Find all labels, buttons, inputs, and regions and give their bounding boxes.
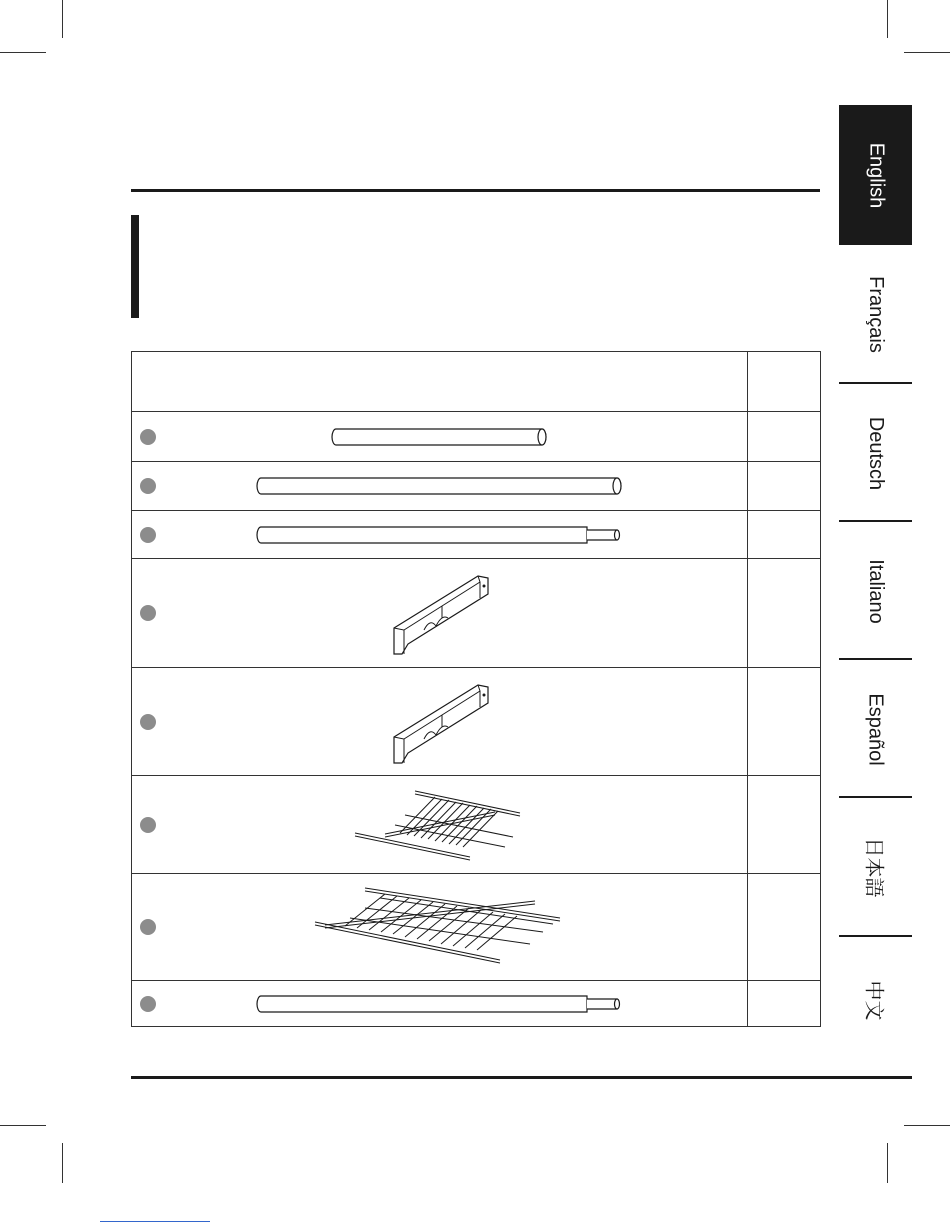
tube-with-plug-end-icon	[255, 993, 625, 1015]
crop-mark	[62, 1143, 63, 1183]
tab-divider	[839, 658, 912, 660]
part-cell	[132, 511, 748, 559]
part-cell	[132, 668, 748, 776]
tab-label: 中文	[862, 980, 884, 1020]
header-qty-cell	[748, 352, 821, 412]
tab-label: English	[864, 142, 887, 208]
part-bullet	[140, 605, 156, 621]
crop-mark	[62, 0, 63, 38]
part-cell	[132, 559, 748, 668]
tab-label: Français	[865, 275, 888, 353]
tab-espanol[interactable]	[839, 661, 912, 797]
tube-with-plug-end-icon	[255, 524, 625, 546]
table-row	[132, 874, 821, 981]
tab-japanese[interactable]	[839, 799, 912, 935]
crop-mark	[887, 0, 888, 38]
table-row	[132, 559, 821, 668]
header-rule	[131, 189, 820, 192]
qty-cell	[748, 559, 821, 668]
tab-label: Italiano	[865, 558, 887, 624]
tab-divider	[839, 935, 912, 937]
tab-divider	[839, 520, 912, 522]
part-cell	[132, 776, 748, 874]
part-cell	[132, 412, 748, 462]
header-part-cell	[132, 352, 748, 412]
table-row	[132, 776, 821, 874]
tab-divider	[839, 796, 912, 798]
qty-cell	[748, 511, 821, 559]
tab-chinese[interactable]	[839, 937, 912, 1063]
qty-cell	[748, 462, 821, 511]
tab-francais[interactable]	[839, 245, 912, 383]
tab-divider	[839, 382, 912, 384]
part-cell	[132, 874, 748, 981]
qty-cell	[748, 668, 821, 776]
tab-deutsch[interactable]	[839, 385, 912, 521]
crop-mark	[904, 52, 950, 53]
qty-cell	[748, 981, 821, 1027]
part-bullet	[140, 996, 156, 1012]
part-bullet	[140, 714, 156, 730]
tab-label: Español	[865, 692, 887, 766]
section-heading-bar	[131, 215, 139, 318]
qty-cell	[748, 874, 821, 981]
tab-english[interactable]	[839, 105, 912, 245]
table-header-row	[132, 352, 821, 412]
tab-label: Deutsch	[865, 416, 887, 490]
crop-mark	[887, 1143, 888, 1183]
table-row	[132, 412, 821, 462]
short-tube-icon	[330, 426, 550, 448]
crop-mark	[0, 1125, 46, 1126]
part-bullet	[140, 919, 156, 935]
part-bullet	[140, 527, 156, 543]
table-row	[132, 462, 821, 511]
crop-mark	[904, 1125, 950, 1126]
part-cell	[132, 981, 748, 1027]
parts-table	[131, 351, 821, 1027]
table-row	[132, 668, 821, 776]
tab-italiano[interactable]	[839, 523, 912, 659]
large-wire-shelf-icon	[305, 882, 575, 972]
table-row	[132, 981, 821, 1027]
part-bullet	[140, 478, 156, 494]
wall-bracket-icon	[380, 568, 500, 658]
footer-link-underline[interactable]	[100, 1221, 210, 1222]
part-cell	[132, 462, 748, 511]
part-bullet	[140, 817, 156, 833]
small-wire-shelf-icon	[345, 785, 535, 865]
long-tube-icon	[255, 475, 625, 497]
tab-label: 日本語	[862, 837, 884, 897]
crop-mark	[0, 52, 46, 53]
footer-rule	[131, 1076, 912, 1079]
qty-cell	[748, 412, 821, 462]
qty-cell	[748, 776, 821, 874]
part-bullet	[140, 429, 156, 445]
table-row	[132, 511, 821, 559]
wall-bracket-icon	[380, 677, 500, 767]
